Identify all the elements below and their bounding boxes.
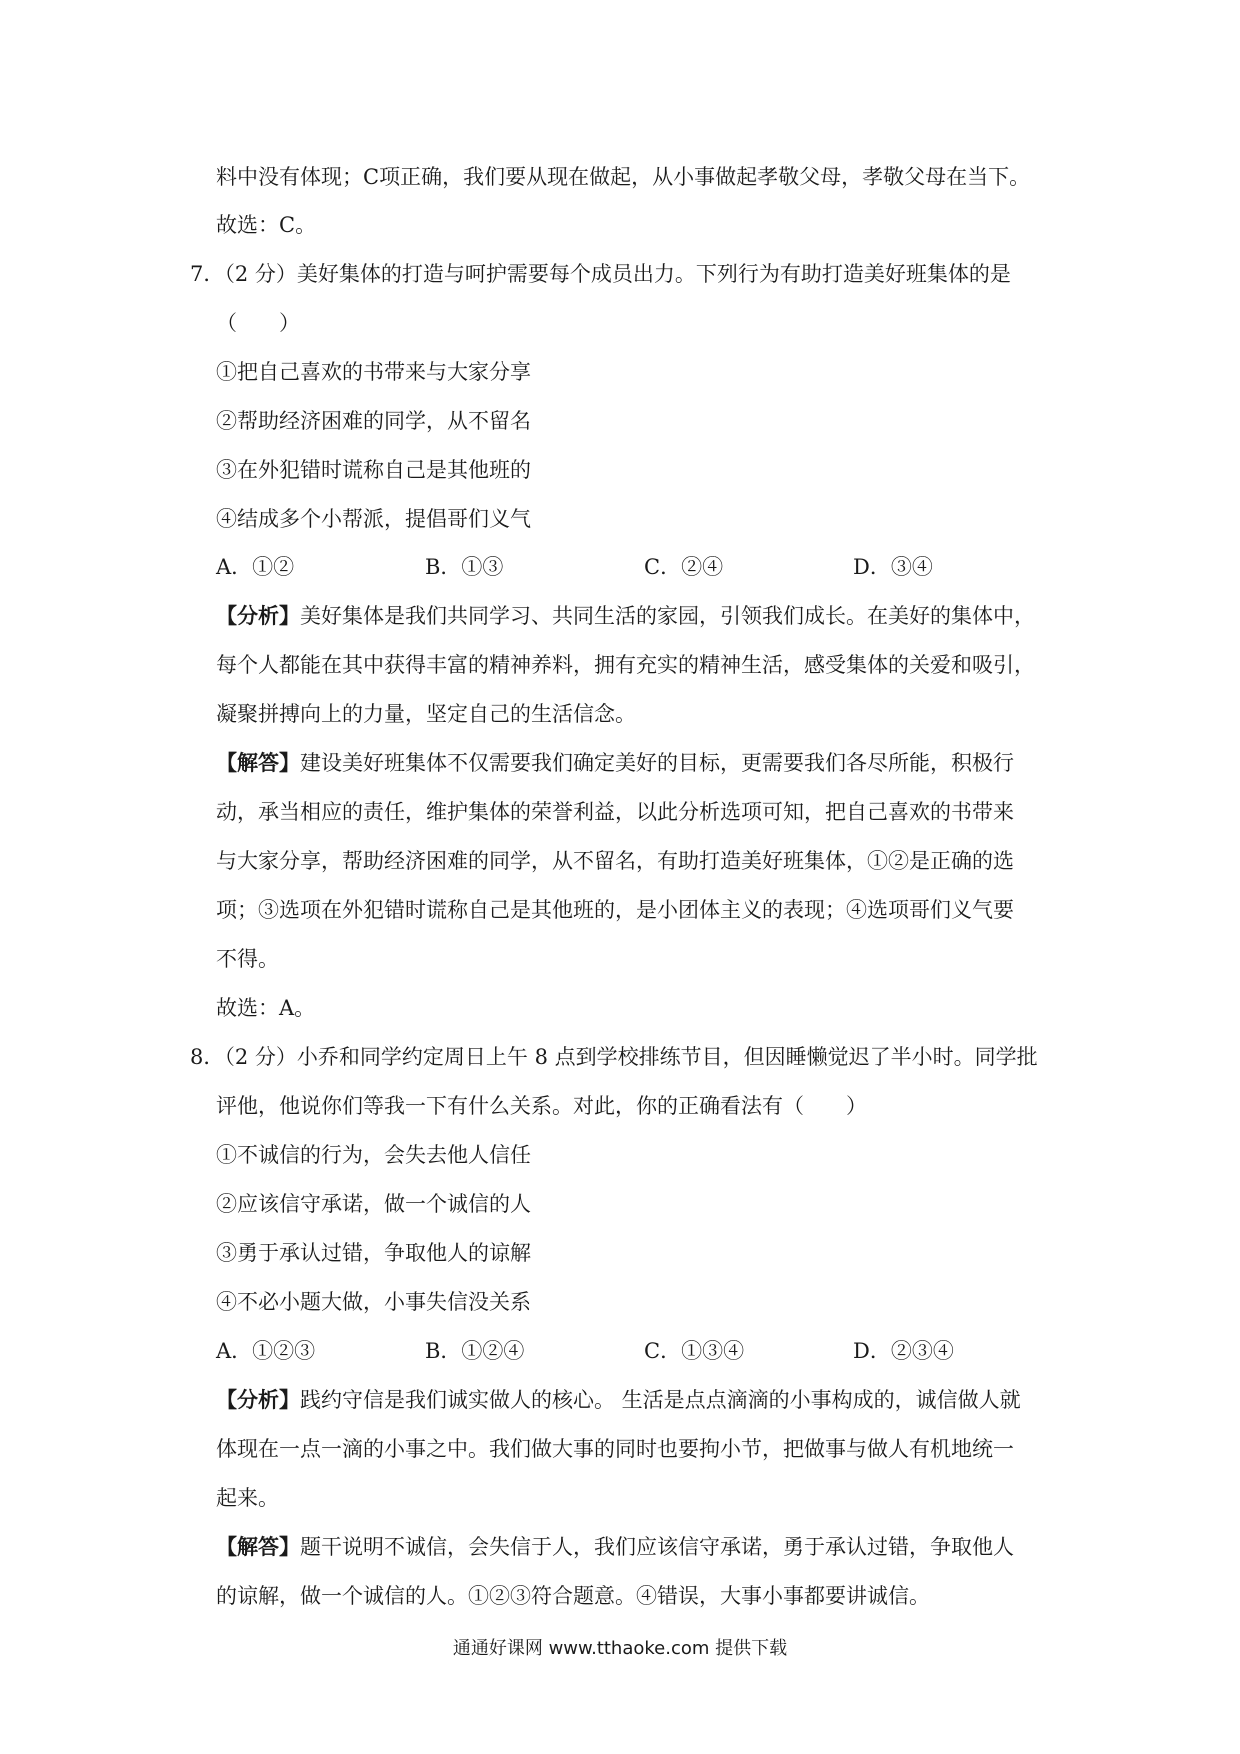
page-footer: 通通好课网 www.tthaoke.com 提供下载: [452, 1638, 788, 1659]
q7-solution-line-3: 与大家分享，帮助经济困难的同学，从不留名，有助打造美好班集体，①②是正确的选: [216, 849, 1014, 873]
q7-item-3: ③在外犯错时谎称自己是其他班的: [216, 458, 531, 482]
q8-analysis-line-3: 起来。: [216, 1486, 279, 1510]
q8-option-d: D．②③④: [853, 1339, 954, 1363]
q7-item-4: ④结成多个小帮派，提倡哥们义气: [216, 507, 531, 531]
q8-solution-line-1: 【解答】题干说明不诚信，会失信于人，我们应该信守承诺，勇于承认过错，争取他人: [216, 1534, 1014, 1559]
q8-item-2: ②应该信守承诺，做一个诚信的人: [216, 1192, 531, 1216]
q7-answer: 故选：A。: [216, 996, 316, 1020]
q8-option-a: A．①②③: [216, 1339, 316, 1363]
q8-stem-line-2: 评他，他说你们等我一下有什么关系。对此，你的正确看法有（ ）: [216, 1094, 867, 1118]
q7-item-2: ②帮助经济困难的同学，从不留名: [216, 409, 531, 433]
q8-stem: 8．（2 分）小乔和同学约定周日上午 8 点到学校排练节目，但因睡懒觉迟了半小时。同学批: [190, 1045, 1038, 1069]
q8-solution-tag: 【解答】: [216, 1534, 300, 1559]
prev-answer: 故选：C。: [216, 213, 317, 237]
q7-option-d: D．③④: [853, 555, 933, 579]
q7-solution-line-4: 项；③选项在外犯错时谎称自己是其他班的，是小团体主义的表现；④选项哥们义气要: [216, 898, 1014, 922]
q7-stem: 7．（2 分）美好集体的打造与呵护需要每个成员出力。下列行为有助打造美好班集体的是: [190, 262, 1011, 286]
q7-option-c: C．②④: [644, 555, 724, 579]
q8-analysis-tag: 【分析】: [216, 1387, 300, 1412]
q8-analysis-line-1: 【分析】践约守信是我们诚实做人的核心。 生活是点点滴滴的小事构成的，诚信做人就: [216, 1387, 1021, 1412]
q7-solution-line-2: 动，承当相应的责任，维护集体的荣誉利益，以此分析选项可知，把自己喜欢的书带来: [216, 800, 1014, 824]
q7-analysis-line-3: 凝聚拼搏向上的力量，坚定自己的生活信念。: [216, 702, 636, 726]
q7-analysis-line-1: 【分析】美好集体是我们共同学习、共同生活的家园，引领我们成长。在美好的集体中，: [216, 603, 1035, 628]
q8-analysis-line-2: 体现在一点一滴的小事之中。我们做大事的同时也要拘小节，把做事与做人有机地统一: [216, 1437, 1014, 1461]
q7-analysis-line-2: 每个人都能在其中获得丰富的精神养料，拥有充实的精神生活，感受集体的关爱和吸引，: [216, 653, 1035, 677]
q7-solution-line-5: 不得。: [216, 947, 279, 971]
prev-explanation-line: 料中没有体现；C项正确，我们要从现在做起，从小事做起孝敬父母，孝敬父母在当下。: [216, 165, 1031, 189]
q7-solution-tag: 【解答】: [216, 750, 300, 775]
q8-item-3: ③勇于承认过错，争取他人的谅解: [216, 1241, 531, 1265]
q7-solution-line-1: 【解答】建设美好班集体不仅需要我们确定美好的目标，更需要我们各尽所能，积极行: [216, 750, 1014, 775]
q8-item-4: ④不必小题大做，小事失信没关系: [216, 1290, 531, 1314]
q8-item-1: ①不诚信的行为，会失去他人信任: [216, 1143, 531, 1167]
q7-option-a: A．①②: [216, 555, 295, 579]
q7-item-1: ①把自己喜欢的书带来与大家分享: [216, 360, 531, 384]
q8-option-b: B．①②④: [425, 1339, 525, 1363]
q8-solution-line-2: 的谅解，做一个诚信的人。①②③符合题意。④错误，大事小事都要讲诚信。: [216, 1584, 930, 1608]
q7-options: [216, 553, 1016, 581]
q7-option-b: B．①③: [425, 555, 504, 579]
q8-option-c: C．①③④: [644, 1339, 745, 1363]
q7-stem-bracket: （ ）: [216, 311, 300, 335]
q7-analysis-tag: 【分析】: [216, 603, 300, 628]
q8-options: [216, 1337, 1016, 1365]
